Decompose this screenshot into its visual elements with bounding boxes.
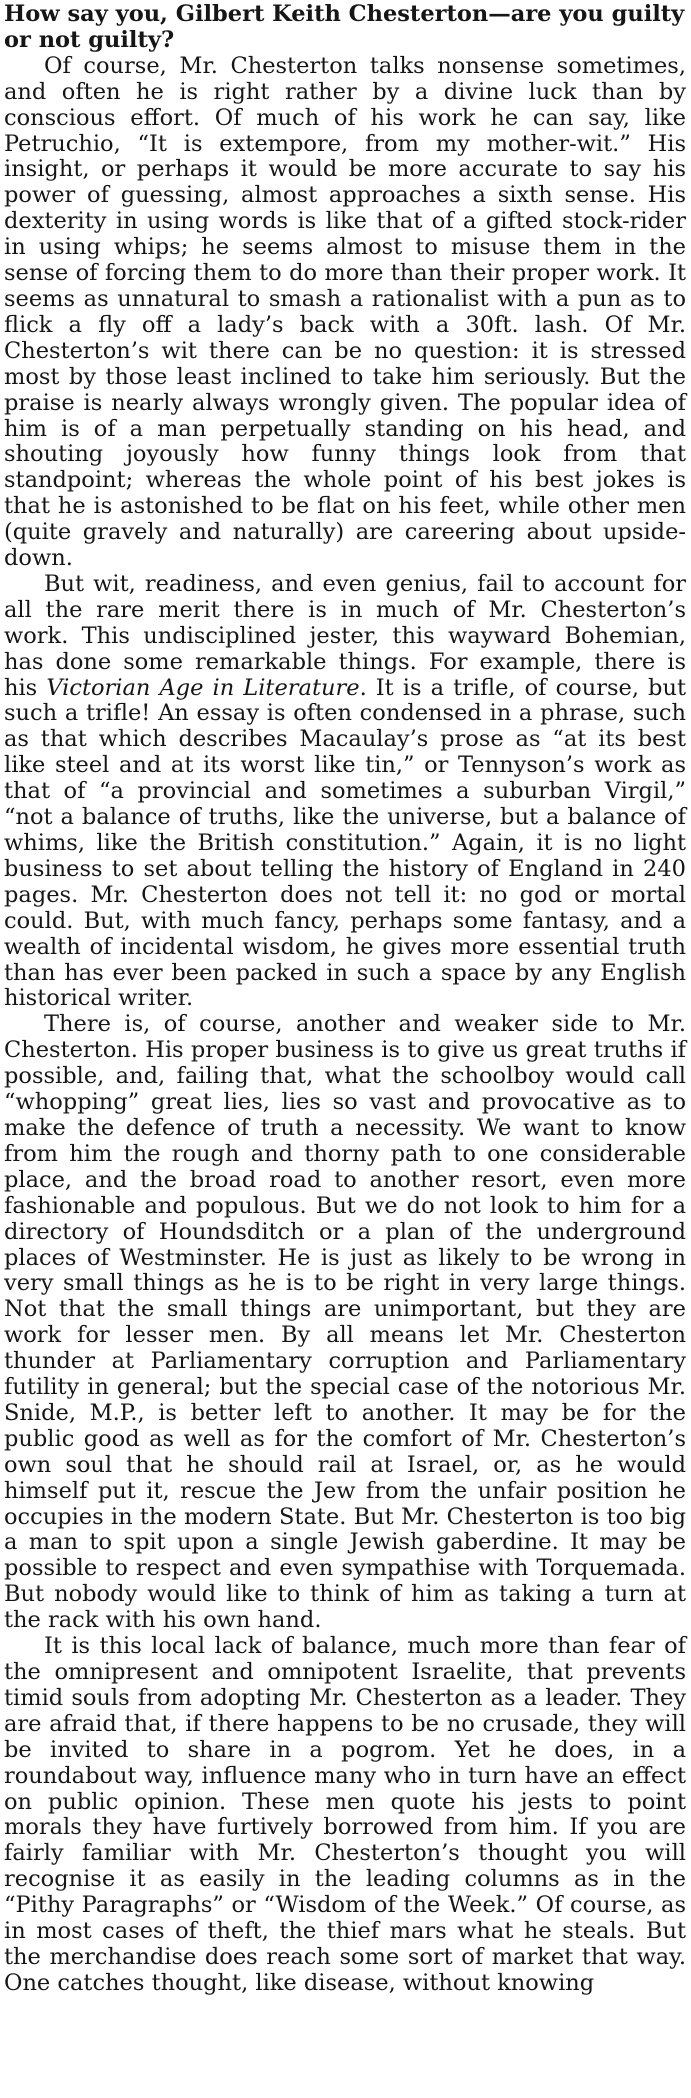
article-paragraph-4: It is this local lack of balance, much more than fear of the omnipresent and omnipotent Israelite, that prevents timid souls from adopting Mr. Chesterton as a leader. They are afraid that, if there happens to be no crusade, they will be invited to share in a pogrom. Yet he does, in a roundabout way, influence many who in turn have an effect on public opinion. These men quote his jests to point morals they have furtively borrowed from him. If you are fairly familiar with Mr. Chesterton’s thought you will recognise it as easily in the leading columns as in the “Pithy Paragraphs” or “Wisdom of the Week.” Of course, as in most cases of theft, the thief mars what he steals. But the merchandise does reach some sort of market that way. One catches thought, like disease, without knowing <box>4 1633 686 1996</box>
article-paragraph-3: There is, of course, another and weaker side to Mr. Chesterton. His proper business is to give us great truths if possible, and, failing that, what the schoolboy would call “whopping” great lies, lies so vast and provocative as to make the defence of truth a necessity. We want to know from him the rough and thorny path to one considerable place, and the broad road to another resort, even more fashionable and populous. But we do not look to him for a directory of Houndsditch or a plan of the underground places of Westminster. He is just as likely to be wrong in very small things as he is to be right in very large things. Not that the small things are unimportant, but they are work for lesser men. By all means let Mr. Chesterton thunder at Parliamentary corruption and Parliamentary futility in general; but the special case of the notorious Mr. Snide, M.P., is better left to another. It may be for the public good as well as for the comfort of Mr. Chesterton’s own soul that he should rail at Israel, or, as he would himself put it, rescue the Jew from the unfair position he occupies in the modern State. But Mr. Chesterton is too big a man to spit upon a single Jewish gaberdine. It may be possible to respect and even sympathise with Torquemada. But nobody would like to think of him as taking a turn at the rack with his own hand. <box>4 1011 686 1634</box>
article-heading: How say you, Gilbert Keith Chesterton—are you guilty or not guilty? <box>4 1 685 53</box>
article-paragraph-2: But wit, readiness, and even genius, fail to account for all the rare merit there is in much of Mr. Chesterton’s work. This undisciplined jester, this wayward Bohemian, has done some remarkable things. For example, there is his Victorian Age in Literature. It is a trifle, of course, but such a trifle! An essay is often condensed in a phrase, such as that which describes Macaulay’s prose as “at its best like steel and at its worst like tin,” or Tennyson’s work as that of “a provincial and sometimes a suburban Virgil,” “not a balance of truths, like the universe, but a balance of whims, like the British constitution.” Again, it is no light business to set about telling the history of England in 240 pages. Mr. Chesterton does not tell it: no god or mortal could. But, with much fancy, perhaps some fantasy, and a wealth of incidental wisdom, he gives more essential truth than has ever been packed in such a space by any English historical writer. <box>4 570 686 1012</box>
book-title: Victorian Age in Literature <box>46 674 360 701</box>
article-paragraph-1: Of course, Mr. Chesterton talks nonsense sometimes, and often he is right rather by a divine luck than by conscious effort. Of much of his work he can say, like Petruchio, “It is extempore, from my mother-wit.” His insight, or perhaps it would be more accurate to say his power of guessing, almost approaches a sixth sense. His dexterity in using words is like that of a gifted stock-rider in using whips; he seems almost to misuse them in the sense of forcing them to do more than their proper work. It seems as unnatural to smash a rationalist with a pun as to flick a fly off a lady’s back with a 30ft. lash. Of Mr. Chesterton’s wit there can be no question: it is stressed most by those least inclined to take him seriously. But the praise is nearly always wrongly given. The popular idea of him is of a man perpetually standing on his head, and shouting joyously how funny things look from that standpoint; whereas the whole point of his best jokes is that he is astonished to be flat on his feet, while other men (quite gravely and naturally) are careering about upside-down. <box>4 52 686 572</box>
